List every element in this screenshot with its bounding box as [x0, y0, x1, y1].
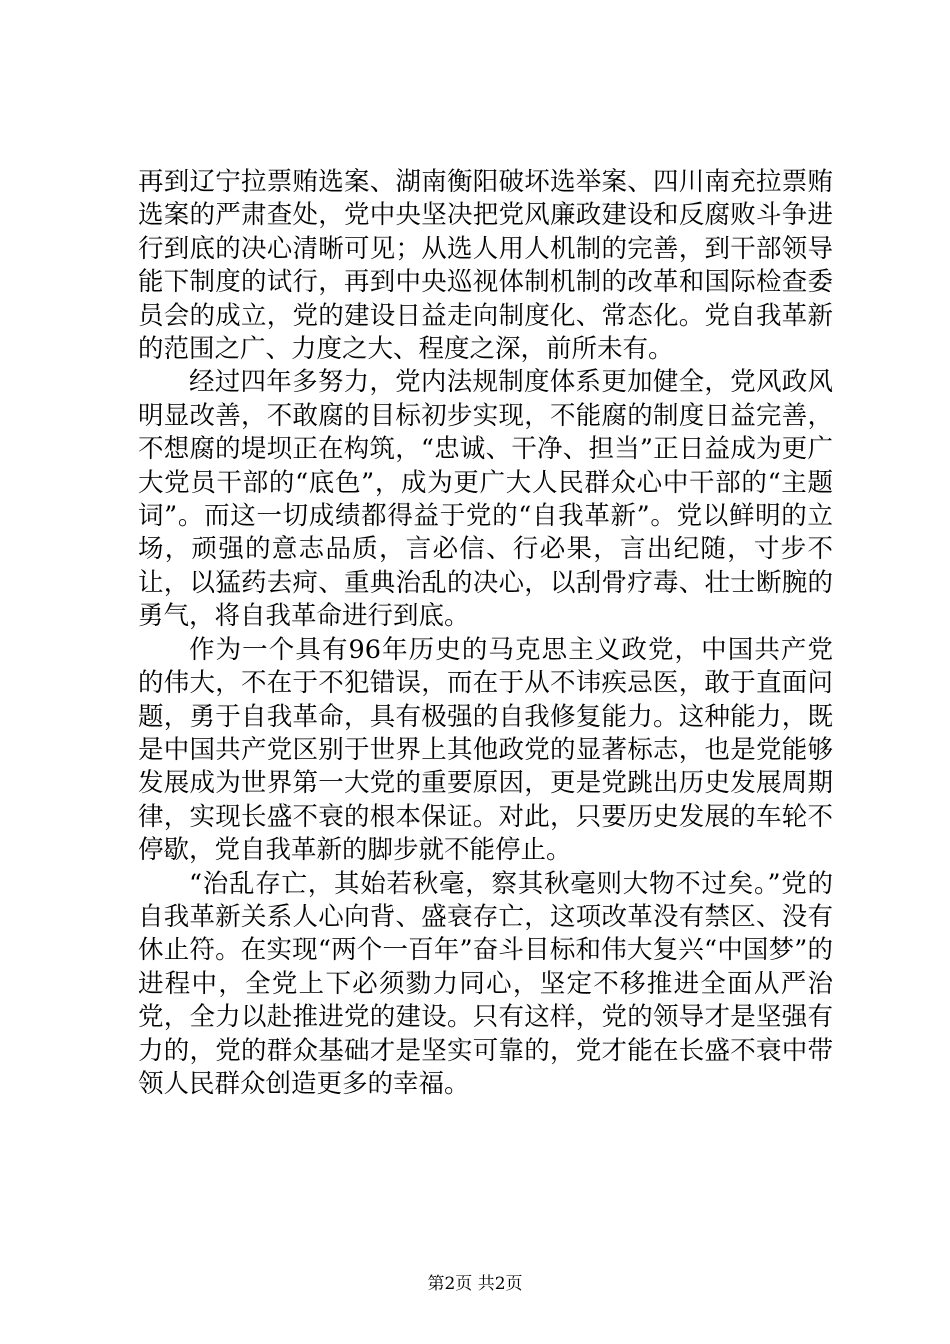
paragraph-party-history: 作为一个具有96年历史的马克思主义政党，中国共产党的伟大，不在于不犯错误，而在于从不讳疾忌医，敢于直面问题，勇于自我革命，具有极强的自我修复能力。这种能力，既是中国共产党区别于世界上其他政党的显著标志，也是党能够发展成为世界第一大党的重要原因，更是党跳出历史发展周期律，实现长盛不衰的根本保证。对此，只要历史发展的车轮不停歇，党自我革新的脚步就不能停止。	[138, 634, 833, 866]
paragraph-continuation: 再到辽宁拉票贿选案、湖南衡阳破坏选举案、四川南充拉票贿选案的严肃查处，党中央坚决把党风廉政建设和反腐败斗争进行到底的决心清晰可见；从选人用人机制的完善，到干部领导能下制度的试行，再到中央巡视体制机制的改革和国际检查委员会的成立，党的建设日益走向制度化、常态化。党自我革新的范围之广、力度之大、程度之深，前所未有。	[138, 167, 833, 365]
document-body	[138, 166, 833, 1101]
paragraph-conclusion: “治乱存亡，其始若秋毫，察其秋毫则大物不过矣。”党的自我革新关系人心向背、盛衰存亡，这项改革没有禁区、没有休止符。在实现“两个一百年”奋斗目标和伟大复兴“中国梦”的进程中，全党上下必须勠力同心，坚定不移推进全面从严治党，全力以赴推进党的建设。只有这样，党的领导才是坚强有力的，党的群众基础才是坚实可靠的，党才能在长盛不衰中带领人民群众创造更多的幸福。	[138, 868, 833, 1099]
page-number-footer: 第2页 共2页	[427, 1274, 523, 1294]
paragraph-achievements: 经过四年多努力，党内法规制度体系更加健全，党风政风明显改善，不敢腐的目标初步实现，不能腐的制度日益完善，不想腐的堤坝正在构筑，“忠诚、干净、担当”正日益成为更广大党员干部的“底色”，成为更广大人民群众心中干部的“主题词”。而这一切成绩都得益于党的“自我革新”。党以鲜明的立场，顽强的意志品质，言必信、行必果，言出纪随，寸步不让，以猛药去疴、重典治乱的决心，以刮骨疗毒、壮士断腕的勇气，将自我革命进行到底。	[138, 367, 833, 632]
